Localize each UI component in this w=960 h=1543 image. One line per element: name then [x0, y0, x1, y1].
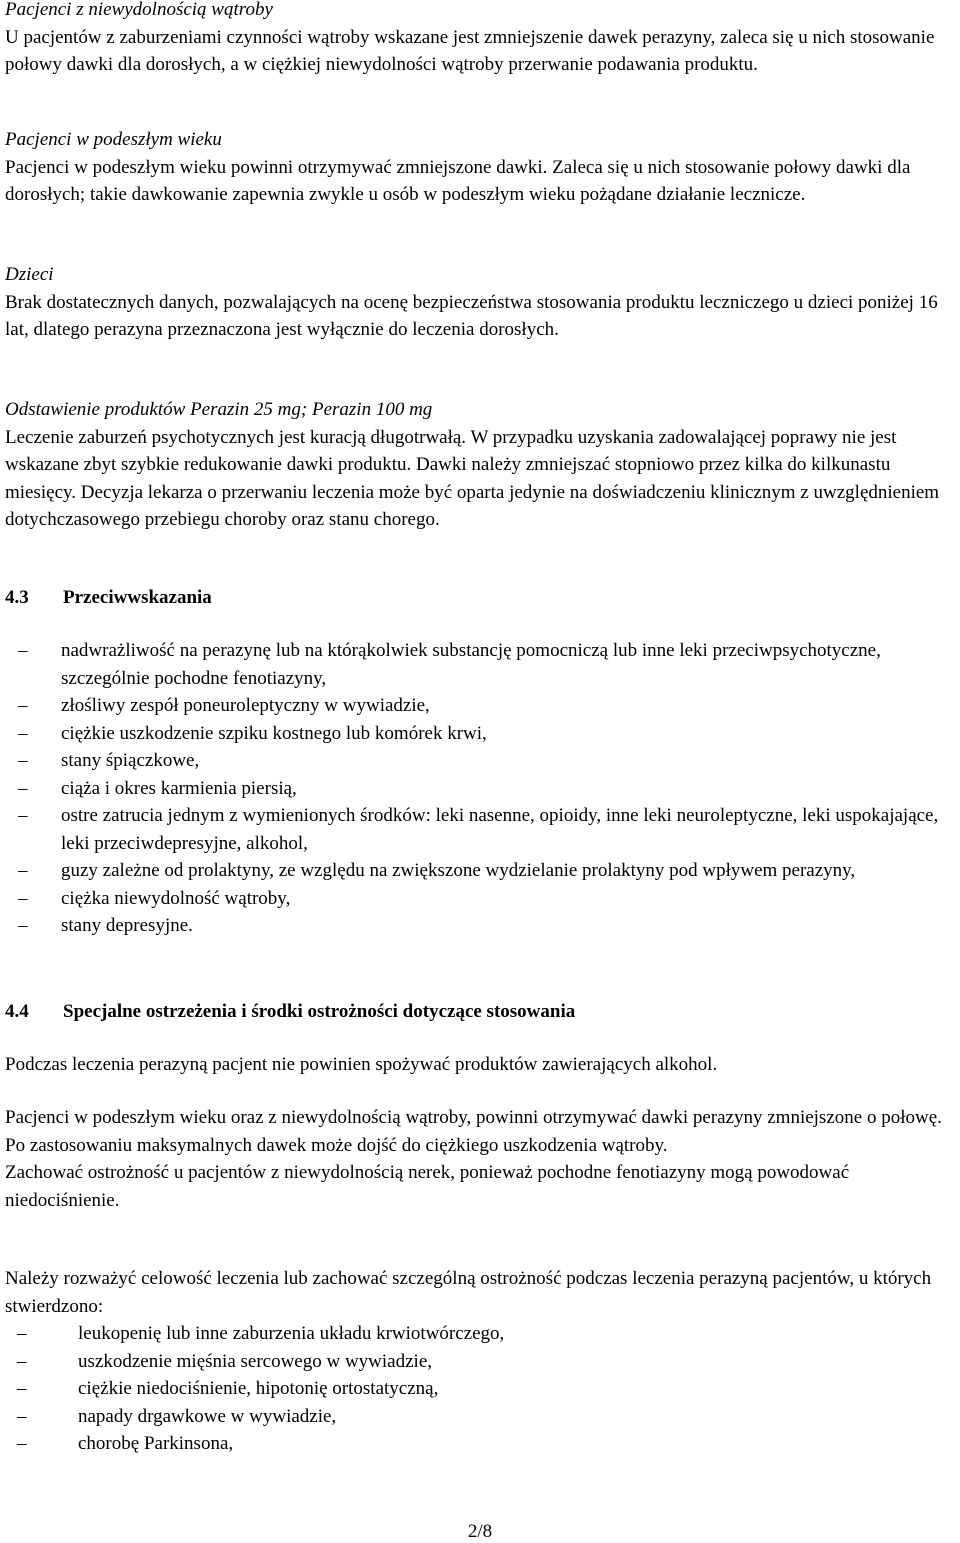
- precautions-list: [5, 1320, 950, 1458]
- list-item: [0, 857, 950, 885]
- elderly-heading: Pacjenci w podeszłym wieku: [5, 129, 222, 150]
- dash-icon: –: [18, 695, 28, 716]
- list-item-text: napady drgawkowe w wywiadzie,: [78, 1405, 337, 1427]
- list-item: [0, 692, 950, 720]
- dash-icon: –: [17, 1323, 27, 1344]
- list-item: [5, 1348, 950, 1376]
- list-item-text: stany śpiączkowe,: [61, 750, 200, 771]
- section-4-4-number: 4.4: [5, 1001, 29, 1022]
- list-item: [0, 775, 950, 803]
- section-4-3-title: Przeciwwskazania: [63, 587, 212, 608]
- dash-icon: –: [18, 750, 28, 771]
- dash-icon: –: [18, 777, 28, 799]
- list-item-text: stany depresyjne.: [61, 915, 193, 936]
- elderly-section: [5, 126, 950, 209]
- list-item-text: leukopenię lub inne zaburzenia układu krwiotwórczego,: [78, 1323, 505, 1344]
- section-4-4-line: Zachować ostrożność u pacjentów z niewydolnością nerek, ponieważ pochodne fenotiazyny mogą powodować niedociśnienie.: [5, 1162, 850, 1211]
- dash-icon: –: [17, 1350, 27, 1372]
- list-item-text: ciężka niewydolność wątroby,: [61, 887, 291, 909]
- children-heading: Dzieci: [5, 264, 54, 285]
- dash-icon: –: [18, 640, 28, 661]
- children-text: Brak dostatecznych danych, pozwalających na ocenę bezpieczeństwa stosowania produktu leczniczego u dzieci poniżej 16 lat, dlatego perazyna przeznaczona jest wyłącznie do leczenia dorosłych.: [5, 291, 938, 340]
- dash-icon: –: [18, 805, 28, 826]
- hepatic-heading: Pacjenci z niewydolnością wątroby: [5, 0, 273, 20]
- section-4-4-paragraph-2: [5, 1104, 950, 1214]
- dash-icon: –: [17, 1433, 27, 1454]
- hepatic-section: [5, 0, 950, 79]
- withdrawal-heading: Odstawienie produktów Perazin 25 mg; Perazin 100 mg: [5, 399, 433, 420]
- dash-icon: –: [18, 915, 28, 936]
- withdrawal-section: [5, 396, 950, 534]
- section-4-3-number: 4.3: [5, 587, 29, 608]
- dash-icon: –: [18, 722, 28, 744]
- list-item: [0, 637, 950, 692]
- list-item: [0, 912, 950, 940]
- list-item-text: złośliwy zespół poneuroleptyczny w wywiadzie,: [61, 695, 430, 716]
- elderly-text: Pacjenci w podeszłym wieku powinni otrzymywać zmniejszone dawki. Zaleca się u nich stosowanie połowy dawki dla dorosłych; takie dawkowanie zapewnia zwykle u osób w podeszłym wieku pożądane działanie lecznicze.: [5, 156, 911, 205]
- section-4-3-heading: [5, 584, 212, 611]
- section-4-4-line: Po zastosowaniu maksymalnych dawek może dojść do ciężkiego uszkodzenia wątroby.: [5, 1134, 668, 1156]
- list-item-text: chorobę Parkinsona,: [78, 1433, 234, 1454]
- list-item-text: guzy zależne od prolaktyny, ze względu na zwiększone wydzielanie prolaktyny pod wpływem perazyny,: [61, 860, 856, 881]
- dash-icon: –: [17, 1405, 27, 1427]
- list-item-text: ciężkie uszkodzenie szpiku kostnego lub komórek krwi,: [61, 722, 487, 744]
- dash-icon: –: [18, 860, 28, 881]
- list-item: [0, 747, 950, 775]
- section-4-4-heading: [5, 998, 575, 1025]
- list-item: [5, 1403, 950, 1431]
- hepatic-text: U pacjentów z zaburzeniami czynności wątroby wskazane jest zmniejszenie dawek perazyny, zaleca się u nich stosowanie połowy dawki dla dorosłych, a w ciężkiej niewydolności wątroby przerwanie podawania produktu.: [5, 26, 935, 75]
- section-4-4-title: Specjalne ostrzeżenia i środki ostrożności dotyczące stosowania: [63, 1001, 576, 1022]
- children-section: [5, 261, 950, 344]
- list-item-text: ciężkie niedociśnienie, hipotonię ortostatyczną,: [78, 1378, 439, 1399]
- list-item-text: ciąża i okres karmienia piersią,: [61, 777, 297, 799]
- contraindications-list: [0, 637, 950, 940]
- list-item-text: nadwrażliwość na perazynę lub na którąkolwiek substancję pomocniczą lub inne leki przeciwpsychotyczne, szczególnie pochodne fenotiazyny,: [61, 640, 881, 689]
- list-item: [0, 720, 950, 748]
- list-item: [0, 802, 950, 857]
- list-item-text: uszkodzenie mięśnia sercowego w wywiadzie,: [78, 1350, 433, 1372]
- list-item: [5, 1430, 950, 1458]
- list-item: [5, 1375, 950, 1403]
- list-item-text: ostre zatrucia jednym z wymienionych środków: leki nasenne, opioidy, inne leki neuroleptyczne, leki uspokajające, leki przeciwdepresyjne, alkohol,: [61, 805, 939, 854]
- section-4-4-paragraph-3: Należy rozważyć celowość leczenia lub zachować szczególną ostrożność podczas leczenia perazyną pacjentów, u których stwierdzono:: [5, 1268, 932, 1317]
- list-item: [0, 885, 950, 913]
- withdrawal-text: Leczenie zaburzeń psychotycznych jest kuracją długotrwałą. W przypadku uzyskania zadowalającej poprawy nie jest wskazane zbyt szybkie redukowanie dawki produktu. Dawki należy zmniejszać stopniowo przez kilka do kilkunastu miesięcy. Decyzja lekarza o przerwaniu leczenia może być oparta jedynie na doświadczeniu klinicznym z uwzględnieniem dotychczasowego przebiegu choroby oraz stanu chorego.: [5, 426, 940, 530]
- dash-icon: –: [17, 1378, 27, 1399]
- page-number: 2/8: [467, 1521, 493, 1542]
- section-4-4-paragraph-1: Podczas leczenia perazyną pacjent nie powinien spożywać produktów zawierających alkohol.: [5, 1054, 718, 1075]
- dash-icon: –: [18, 887, 28, 909]
- section-4-4-line: Pacjenci w podeszłym wieku oraz z niewydolnością wątroby, powinni otrzymywać dawki perazyny zmniejszone o połowę.: [5, 1107, 942, 1128]
- list-item: [5, 1320, 950, 1348]
